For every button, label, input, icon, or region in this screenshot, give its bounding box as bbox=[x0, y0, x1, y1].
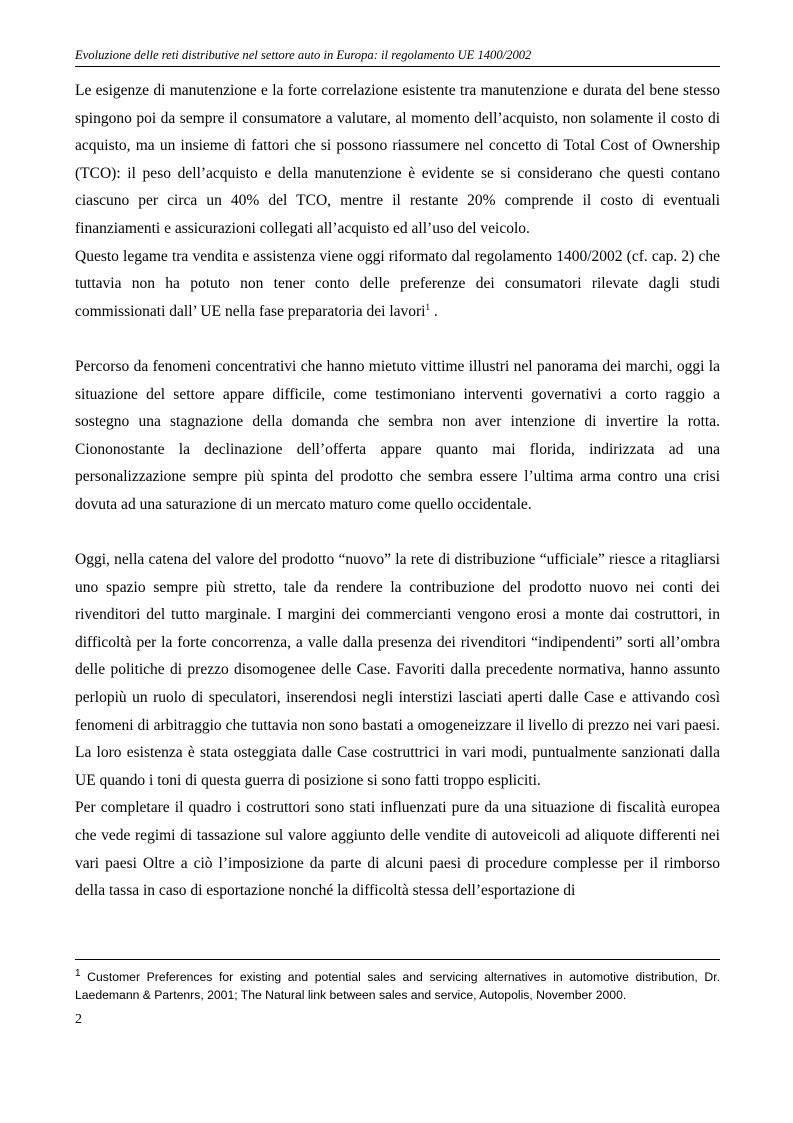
header-rule bbox=[75, 66, 720, 67]
footnote-text: Customer Preferences for existing and potential sales and servicing alternatives in automotive distribution, Dr. Laedemann & Partenrs, 2001; The Natural link between sales and service, Autopolis, November 2000. bbox=[75, 970, 720, 1002]
paragraph-sector-situation: Percorso da fenomeni concentrativi che hanno mietuto vittime illustri nel panorama dei marchi, oggi la situazione del settore appare difficile, come testimoniano interventi governativi a corto raggio a sostegno una stagnazione della domanda che sembra non aver intenzione di invertire la rotta. Ciononostante la declinazione dell’offerta appare quanto mai florida, indirizzata ad una personalizzazione sempre più spinta del prodotto che sembra essere l’ultima arma contro una crisi dovuta ad una saturazione di un mercato maturo come quello occidentale. bbox=[75, 357, 720, 513]
paragraph-tco: Le esigenze di manutenzione e la forte correlazione esistente tra manutenzione e durata del bene stesso spingono poi da sempre il consumatore a valutare, al momento dell’acquisto, non solamente il costo di acquisto, ma un insieme di fattori che si possono riassumere nel concetto di Total Cost of Ownership (TCO): il peso dell’acquisto e della manutenzione è evidente se si considerano che questi contano ciascuno per circa un 40% del TCO, mentre il restante 20% comprende il costo di eventuali finanziamenti e assicurazioni collegati all’acquisto ed all’uso del veicolo. bbox=[75, 82, 720, 237]
page-number: 2 bbox=[75, 1012, 82, 1027]
footnote-mark: 1 bbox=[75, 967, 81, 979]
paragraph-taxation: Per completare il quadro i costruttori sono stati influenzati pure da una situazione di fiscalità europea che vede regimi di tassazione sul valore aggiunto delle vendite di autoveicoli ad aliquote differenti nei vari paesi Oltre a ciò l’imposizione da parte di alcuni paesi di procedure complesse per il rimborso della tassa in caso di esportazione nonché la difficoltà stessa dell’esportazione di bbox=[75, 799, 720, 900]
body-text bbox=[75, 77, 720, 905]
paragraph-regulation-end: . bbox=[429, 302, 438, 320]
paragraph-regulation-text: Questo legame tra vendita e assistenza viene oggi riformato dal regolamento 1400/2002 (cf. cap. 2) che tuttavia non ha potuto non tener conto delle preferenze dei consumatori rilevate dagli studi commissionati dall’ UE nella fase preparatoria dei lavori bbox=[75, 247, 720, 320]
footnote-rule bbox=[75, 959, 720, 960]
footnote-reference[interactable]: 1 bbox=[425, 301, 430, 312]
paragraph-value-chain: Oggi, nella catena del valore del prodotto “nuovo” la rete di distribuzione “ufficiale” riesce a ritagliarsi uno spazio sempre più stretto, tale da rendere la contribuzione del prodotto nuovo nei conti dei rivenditori del tutto marginale. I margini dei commercianti vengono erosi a monte dai costruttori, in difficoltà per la forte concorrenza, a valle dalla presenza dei rivenditori “indipendenti” sorti all’ombra delle politiche di prezzo disomogenee delle Case. Favoriti dalla precedente normativa, hanno assunto perlopiù un ruolo di speculatori, inserendosi negli interstizi lasciati aperti dalle Case e attivando così fenomeni di arbitraggio che tuttavia non sono bastati a omogeneizzare il livello di prezzo nei vari paesi. La loro esistenza è stata osteggiata dalle Case costruttrici in vari modi, puntualmente sanzionati dalla UE quando i toni di questa guerra di posizione si sono fatti troppo espliciti. bbox=[75, 551, 720, 789]
paragraph-regulation bbox=[75, 243, 720, 326]
running-header: Evoluzione delle reti distributive nel settore auto in Europa: il regolamento UE 1400/2002 bbox=[75, 48, 532, 62]
footnote bbox=[75, 968, 720, 1004]
